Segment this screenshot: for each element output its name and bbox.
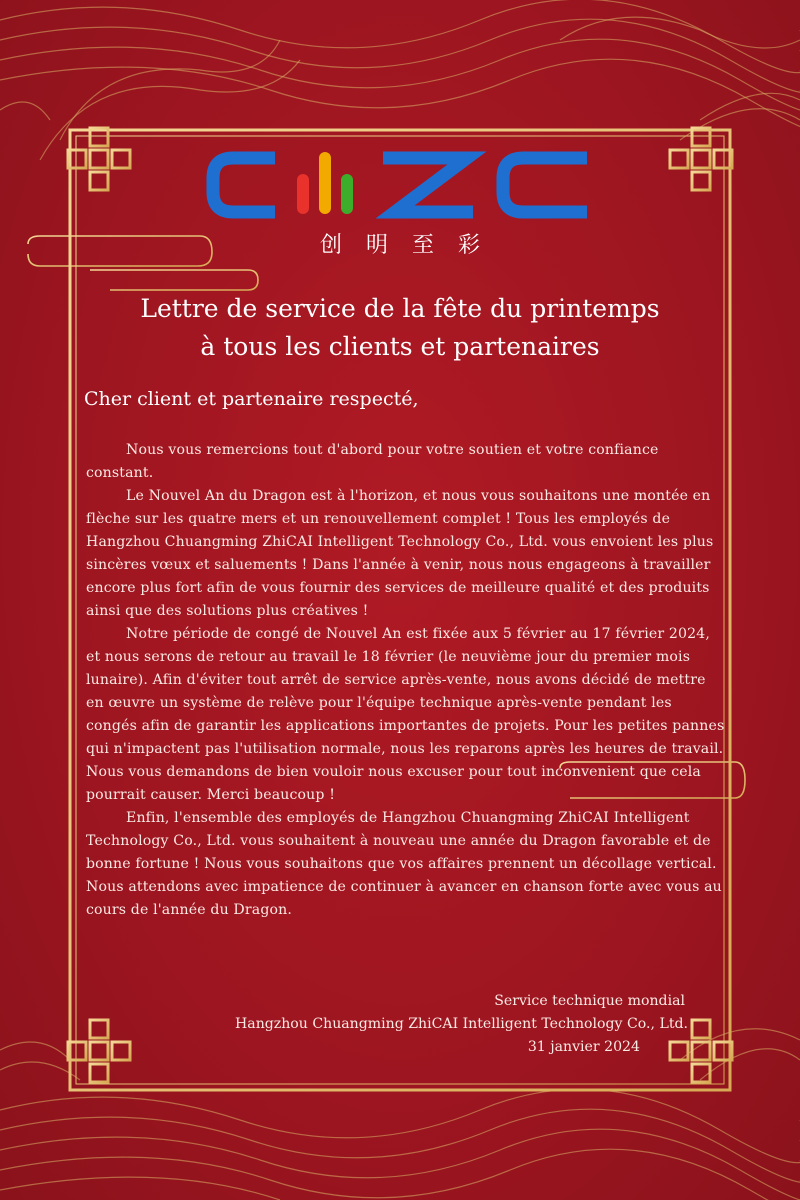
- signature-company: Hangzhou Chuangming ZhiCAI Intelligent Technology Co., Ltd.: [235, 1016, 688, 1032]
- paragraph: Nous vous remercions tout d'abord pour votre soutien et votre confiance constant.: [86, 442, 659, 481]
- paragraph: Notre période de congé de Nouvel An est fixée aux 5 février au 17 février 2024, et nous serons de retour au travail le 18 février (le neuvième jour du premier mois lunaire). Afin d'éviter tout arrêt de service après-vente, nous avons décidé de mettre en œuvre un système de relève pour l'équipe technique après-vente pendant les congés afin de garantir les applications importantes de projets. Pour les petites pannes qui n'impactent pas l'utilisation normale, nous les reparons après les heures de travail. Nous vous demandons de bien vouloir nous excuser pour tout inconvenient que cela pourrait causer. Merci beaucoup !: [86, 626, 725, 803]
- logo-bar-yellow: [319, 152, 331, 214]
- company-logo: [205, 150, 595, 220]
- letter-title: [60, 290, 740, 366]
- logo-letter-z: [383, 158, 473, 212]
- letter-body: [86, 439, 726, 922]
- logo-bar-red: [297, 174, 309, 214]
- title-line-1: Lettre de service de la fête du printemps: [140, 294, 660, 323]
- signature-date: 31 janvier 2024: [527, 1039, 640, 1055]
- signature-department: Service technique mondial: [494, 993, 685, 1009]
- company-chinese-name: 创明至彩: [319, 233, 504, 258]
- logo-letter-c2: [503, 158, 587, 212]
- title-line-2: à tous les clients et partenaires: [200, 332, 600, 361]
- logo-bar-green: [341, 174, 353, 214]
- salutation: Cher client et partenaire respecté,: [84, 388, 419, 410]
- paragraph: Le Nouvel An du Dragon est à l'horizon, et nous vous souhaitons une montée en flèche sur les quatre mers et un renouvellement complet ! Tous les employés de Hangzhou Chuangming ZhiCAI Intelligent Technology Co., Ltd. vous envoient les plus sincères vœux et saluements ! Dans l'année à venir, nous nous engageons à travailler encore plus fort afin de vous fournir des services de meilleure qualité et des produits ainsi que des solutions plus créatives !: [86, 488, 714, 619]
- signature-block: [90, 990, 688, 1059]
- logo-letter-c: [213, 158, 275, 212]
- paragraph: Enfin, l'ensemble des employés de Hangzhou Chuangming ZhiCAI Intelligent Technology Co., Ltd. vous souhaitent à nouveau une année du Dragon favorable et de bonne fortune ! Nous vous souhaitons que vos affaires prennent un décollage vertical. Nous attendons avec impatience de continuer à avancer en chanson forte avec vous au cours de l'année du Dragon.: [86, 810, 722, 918]
